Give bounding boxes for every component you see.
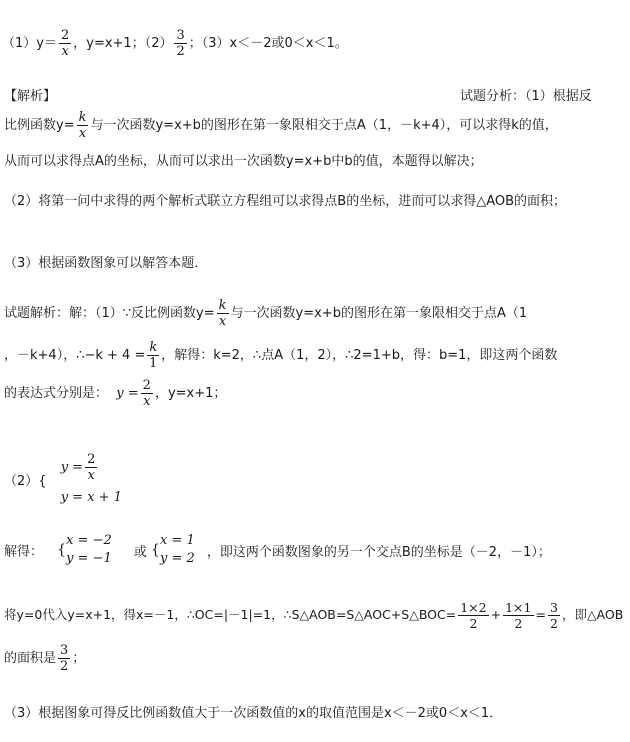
root-set-1: x = −2 y = −1 (66, 533, 112, 566)
analysis-intro: 试题分析：（1）根据反 (460, 89, 592, 104)
area-line-2: 的面积是 $\frac{3}{2}$ ； (4, 643, 86, 674)
part2-equation-1: y = $\frac{2}{x}$ (60, 452, 96, 483)
part2-equations (61, 452, 122, 507)
analysis-line-3: （2）将第一问中求得的两个解析式联立方程组可以求得点B的坐标，进而可以求得△AOB的面积； (4, 194, 567, 209)
area-fraction-1: $\frac{1\times 2}{2}$ (460, 600, 487, 631)
answer-part-1: （1）y＝ (2, 36, 57, 51)
solution-line-1: 试题解析：解：（1）∵反比例函数y= $\frac{k}{x}$ 与一次函数y=x+b的图形在第一象限相交于点A（1 (4, 298, 528, 329)
part2-label: （2）{ (4, 474, 47, 489)
analysis-line-4: （3）根据函数图象可以解答本题． (4, 256, 208, 271)
answer-part-2: ，y=x+1；（2） (73, 36, 173, 51)
area-fraction-3: $\frac{3}{2}$ (549, 600, 558, 631)
part2-equation-2: y = x + 1 (60, 490, 122, 505)
solution-roots-line: 解得： { x = −2 y = −1 或 { x = 1 y = 2 ，即这两个函数图象的另一个交点B的坐标是（－2，－1）； (4, 533, 551, 566)
solution-fraction-k-x: $\frac{k}{x}$ (218, 298, 227, 329)
answer-fraction-1: $\frac{2}{x}$ (60, 28, 70, 59)
solution-fraction-2-x: $\frac{2}{x}$ (142, 378, 151, 409)
analysis-line-2: 从而可以求得点A的坐标，从而可以求出一次函数y=x+b中b的值，本题得以解决； (4, 154, 483, 169)
solution-line-2: ，－k+4），∴−k + 4 = $\frac{k}{1}$ ，解得：k=2，∴点A（1，2），∴2=1+b，得：b=1，即这两个函数 (4, 340, 558, 371)
answer-fraction-2: $\frac{3}{2}$ (176, 28, 185, 59)
area-line-1: 将y=0代入y=x+1，得x=－1，∴OC=|－1|=1，∴S△AOB=S△AOC+S△BOC= $\frac{1\times 2}{2}$ + $\frac{1\times 1}{2}$ = $\frac{3}{2}$ ，即△AOB (4, 600, 624, 631)
solution-fraction-k-1: $\frac{k}{1}$ (149, 340, 158, 371)
solution-part2-system (4, 452, 122, 507)
brace-2: { (151, 542, 160, 558)
area-result-fraction: $\frac{3}{2}$ (60, 643, 69, 674)
solution-line-3: 的表达式分别是： y = $\frac{2}{x}$ ，y=x+1； (4, 378, 227, 409)
part2-fraction: $\frac{2}{x}$ (87, 452, 96, 483)
solution-part3: （3）根据图象可得反比例函数值大于一次函数值的x的取值范围是x＜－2或0＜x＜1． (4, 706, 503, 721)
answer-part-3: ；（3）x＜－2或0＜x＜1。 (188, 36, 348, 51)
answer-line (2, 28, 348, 59)
analysis-fraction-k-x: $\frac{k}{x}$ (78, 110, 87, 141)
area-fraction-2: $\frac{1\times 1}{2}$ (505, 600, 532, 631)
analysis-line-1: 比例函数y= $\frac{k}{x}$ 与一次函数y=x+b的图形在第一象限相交于点A（1，－k+4），可以求得k的值， (4, 110, 558, 141)
root-set-2: x = 1 y = 2 (159, 533, 195, 566)
analysis-label: 【解析】 (4, 89, 57, 104)
brace-1: { (57, 542, 67, 558)
